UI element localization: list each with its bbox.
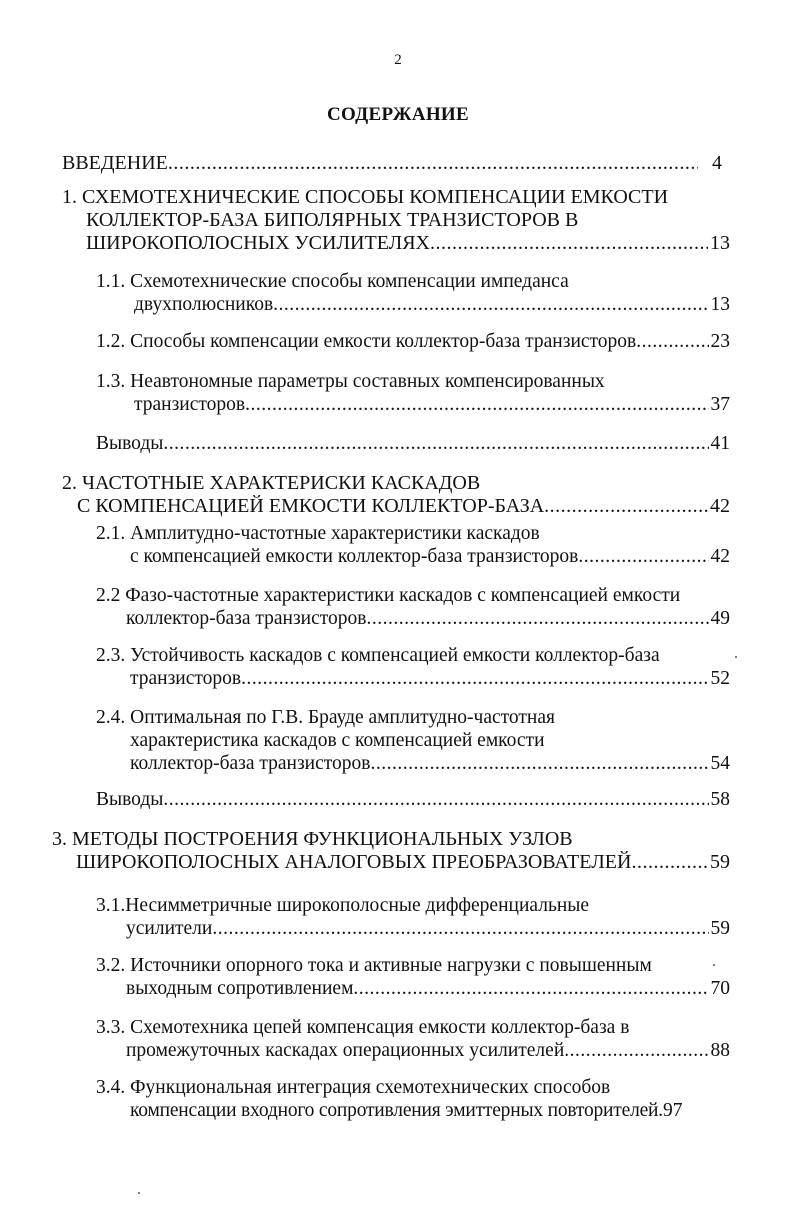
toc-chapter-3 <box>52 828 730 874</box>
toc-entry-text: коллектор-база транзисторов <box>126 608 367 629</box>
toc-entry-text: 2. ЧАСТОТНЫЕ ХАРАКТЕРИСКИ КАСКАДОВ <box>62 472 481 494</box>
toc-page-number: 37 <box>710 394 730 415</box>
toc-entry-text: 2.4. Оптимальная по Г.В. Брауде амплитудно-частотная <box>96 707 555 728</box>
toc-conclusions-1 <box>96 432 730 455</box>
leader-dots <box>273 293 708 316</box>
toc-entry-text: транзисторов <box>130 668 242 689</box>
toc-section-2-4 <box>96 706 730 775</box>
toc-page-number: 52 <box>710 668 730 689</box>
toc-page-number: 70 <box>710 978 730 999</box>
toc-section-1-2 <box>96 330 730 353</box>
leader-dots <box>163 788 708 811</box>
toc-section-3-3 <box>96 1016 730 1062</box>
toc-section-2-3 <box>96 644 730 690</box>
toc-entry-text: 3. МЕТОДЫ ПОСТРОЕНИЯ ФУНКЦИОНАЛЬНЫХ УЗЛОВ <box>52 828 573 850</box>
leader-dots <box>163 432 708 455</box>
toc-section-1-3 <box>96 370 730 416</box>
toc-entry-text: Выводы <box>96 433 164 454</box>
leader-dots <box>544 495 708 518</box>
leader-dots <box>578 545 708 568</box>
toc-entry-intro <box>62 152 722 175</box>
toc-section-3-1 <box>96 894 730 940</box>
scan-speck <box>138 1192 140 1194</box>
toc-chapter-1 <box>62 186 730 255</box>
toc-entry-text: ШИРОКОПОЛОСНЫХ АНАЛОГОВЫХ ПРЕОБРАЗОВАТЕЛЕЙ <box>76 851 632 873</box>
page-title: СОДЕРЖАНИЕ <box>327 104 469 125</box>
toc-entry-text: усилители <box>126 918 213 939</box>
toc-entry-text: 2.1. Амплитудно-частотные характеристики каскадов <box>96 523 540 544</box>
leader-dots <box>636 330 708 353</box>
toc-entry-text: транзисторов <box>134 394 246 415</box>
toc-page-number: 54 <box>710 753 730 774</box>
toc-entry-text: 1.2. Способы компенсации емкости коллектор-база транзисторов <box>96 331 637 352</box>
leader-dots <box>367 607 709 630</box>
toc-page-number: 59 <box>710 918 730 939</box>
toc-section-2-1 <box>96 522 730 568</box>
toc-entry-text: 3.3. Схемотехника цепей компенсация емкости коллектор-база в <box>96 1017 630 1038</box>
leader-dots <box>430 232 708 255</box>
scan-speck <box>713 964 715 966</box>
toc-entry-text: С КОМПЕНСАЦИЕЙ ЕМКОСТИ КОЛЛЕКТОР-БАЗА <box>77 495 545 517</box>
toc-page-number: 23 <box>710 331 730 352</box>
toc-entry-text: ШИРОКОПОЛОСНЫХ УСИЛИТЕЛЯХ <box>86 232 430 254</box>
toc-page-number: 58 <box>710 789 730 810</box>
toc-entry-text: 2.2 Фазо-частотные характеристики каскадов с компенсацией емкости <box>96 585 681 606</box>
toc-entry-text: 1.3. Неавтономные параметры составных компенсированных <box>96 371 605 392</box>
toc-entry-text: ВВЕДЕНИЕ <box>62 152 168 174</box>
toc-entry-text: КОЛЛЕКТОР-БАЗА БИПОЛЯРНЫХ ТРАНЗИСТОРОВ В <box>86 209 579 231</box>
leader-dots <box>245 393 708 416</box>
toc-entry-text: 3.1.Несимметричные широкополосные дифференциальные <box>96 895 590 916</box>
leader-dots <box>564 1039 708 1062</box>
toc-entry-text: коллектор-база транзисторов <box>130 753 371 774</box>
toc-section-2-2 <box>96 584 730 630</box>
toc-entry-text: 3.4. Функциональная интеграция схемотехнических способов <box>96 1077 611 1098</box>
leader-dots <box>631 851 708 874</box>
toc-entry-text: 1.1. Схемотехнические способы компенсации импеданса <box>96 271 569 292</box>
toc-section-1-1 <box>96 270 730 316</box>
page-number: 2 <box>394 52 402 68</box>
toc-page-number: 13 <box>710 294 730 315</box>
toc-page-number: 42 <box>710 495 730 517</box>
toc-entry-text: двухполюсников <box>134 294 274 315</box>
toc-page-number: 97 <box>662 1100 683 1121</box>
leader-dots <box>371 752 709 775</box>
toc-entry-text: выходным сопротивлением <box>126 978 354 999</box>
leader-dots <box>353 977 708 1000</box>
toc-page-number: 88 <box>710 1040 730 1061</box>
toc-page-number: 59 <box>710 851 730 873</box>
toc-entry-text: с компенсацией емкости коллектор-база транзисторов <box>130 546 579 567</box>
toc-section-3-4 <box>96 1076 732 1122</box>
toc-entry-text: 2.3. Устойчивость каскадов с компенсацией емкости коллектор-база <box>96 645 660 666</box>
toc-entry-text: характеристика каскадов с компенсацией емкости <box>130 730 545 751</box>
toc-entry-text: компенсации входного сопротивления эмиттерных повторителей. <box>130 1100 663 1121</box>
leader-dots <box>212 917 708 940</box>
toc-page-number: 41 <box>710 433 730 454</box>
toc-page-number: 42 <box>710 546 730 567</box>
toc-chapter-2 <box>62 472 730 518</box>
toc-entry-text: Выводы <box>96 789 164 810</box>
toc-page-number: 13 <box>710 232 730 254</box>
toc-entry-text: 1. СХЕМОТЕХНИЧЕСКИЕ СПОСОБЫ КОМПЕНСАЦИИ ЕМКОСТИ <box>62 186 669 208</box>
toc-page-number: 4 <box>712 152 722 174</box>
toc-conclusions-2 <box>96 788 730 811</box>
leader-dots <box>168 152 698 175</box>
toc-entry-text: 3.2. Источники опорного тока и активные нагрузки с повышенным <box>96 955 652 976</box>
toc-entry-text: промежуточных каскадах операционных усилителей <box>126 1040 565 1061</box>
leader-dots <box>241 667 708 690</box>
toc-page-number: 49 <box>710 608 730 629</box>
scan-speck <box>735 656 737 658</box>
toc-section-3-2 <box>96 954 730 1000</box>
